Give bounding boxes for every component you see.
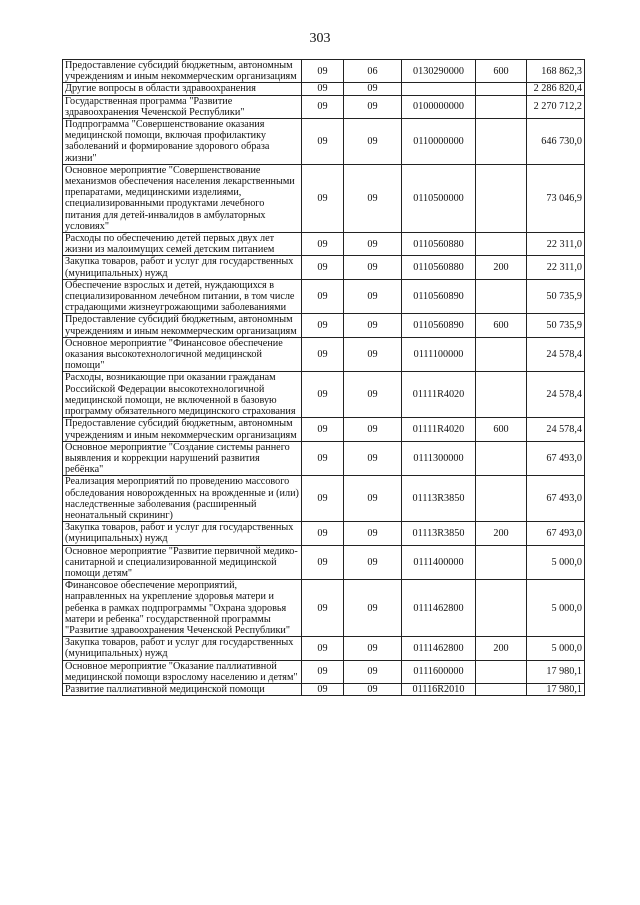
- amount-cell: 22 311,0: [527, 256, 585, 279]
- expense-type-cell: [476, 372, 527, 418]
- row-name-cell: Предоставление субсидий бюджетным, автономным учреждениям и иным некоммерческим организациям: [63, 60, 302, 83]
- expense-type-cell: 200: [476, 522, 527, 545]
- expense-type-cell: 600: [476, 418, 527, 441]
- expense-type-cell: [476, 660, 527, 683]
- target-article-cell: 0110560890: [402, 279, 476, 314]
- section-code-cell: 09: [302, 95, 344, 118]
- amount-cell: 5 000,0: [527, 580, 585, 637]
- budget-table-body: [63, 60, 585, 696]
- section-code-cell: 09: [302, 476, 344, 522]
- table-row: [63, 372, 585, 418]
- row-name-cell: Основное мероприятие "Развитие первичной медико-санитарной и специализированной медицинской помощи детям": [63, 545, 302, 580]
- section-code-cell: 09: [302, 233, 344, 256]
- subsection-code-cell: 09: [344, 522, 402, 545]
- table-row: [63, 60, 585, 83]
- amount-cell: 168 862,3: [527, 60, 585, 83]
- amount-cell: 24 578,4: [527, 337, 585, 372]
- subsection-code-cell: 06: [344, 60, 402, 83]
- expense-type-cell: [476, 441, 527, 476]
- target-article-cell: [402, 83, 476, 95]
- section-code-cell: 09: [302, 545, 344, 580]
- section-code-cell: 09: [302, 314, 344, 337]
- target-article-cell: 01116R2010: [402, 683, 476, 695]
- table-row: [63, 119, 585, 165]
- section-code-cell: 09: [302, 441, 344, 476]
- amount-cell: 17 980,1: [527, 683, 585, 695]
- subsection-code-cell: 09: [344, 545, 402, 580]
- subsection-code-cell: 09: [344, 637, 402, 660]
- row-name-cell: Предоставление субсидий бюджетным, автономным учреждениям и иным некоммерческим организациям: [63, 418, 302, 441]
- target-article-cell: 0111400000: [402, 545, 476, 580]
- row-name-cell: Развитие паллиативной медицинской помощи: [63, 683, 302, 695]
- target-article-cell: 0110560880: [402, 256, 476, 279]
- expense-type-cell: [476, 476, 527, 522]
- table-row: [63, 256, 585, 279]
- row-name-cell: Основное мероприятие "Финансовое обеспечение оказания высокотехнологичной медицинской помощи": [63, 337, 302, 372]
- section-code-cell: 09: [302, 637, 344, 660]
- target-article-cell: 0111600000: [402, 660, 476, 683]
- expense-type-cell: [476, 95, 527, 118]
- amount-cell: 50 735,9: [527, 279, 585, 314]
- target-article-cell: 0111300000: [402, 441, 476, 476]
- section-code-cell: 09: [302, 279, 344, 314]
- table-row: [63, 441, 585, 476]
- amount-cell: 73 046,9: [527, 164, 585, 232]
- section-code-cell: 09: [302, 660, 344, 683]
- subsection-code-cell: 09: [344, 441, 402, 476]
- expense-type-cell: 600: [476, 314, 527, 337]
- row-name-cell: Подпрограмма "Совершенствование оказания медицинской помощи, включая профилактику заболеваний и формирование здорового образа жизни": [63, 119, 302, 165]
- subsection-code-cell: 09: [344, 256, 402, 279]
- expense-type-cell: [476, 164, 527, 232]
- section-code-cell: 09: [302, 164, 344, 232]
- expense-type-cell: [476, 83, 527, 95]
- subsection-code-cell: 09: [344, 279, 402, 314]
- expense-type-cell: [476, 279, 527, 314]
- target-article-cell: 0110560880: [402, 233, 476, 256]
- table-row: [63, 279, 585, 314]
- target-article-cell: 0110500000: [402, 164, 476, 232]
- subsection-code-cell: 09: [344, 372, 402, 418]
- section-code-cell: 09: [302, 119, 344, 165]
- row-name-cell: Обеспечение взрослых и детей, нуждающихся в специализированном лечебном питании, в том числе страдающими жизнеугрожающими заболеваниями: [63, 279, 302, 314]
- section-code-cell: 09: [302, 683, 344, 695]
- amount-cell: 5 000,0: [527, 545, 585, 580]
- target-article-cell: 0100000000: [402, 95, 476, 118]
- expense-type-cell: 200: [476, 637, 527, 660]
- table-row: [63, 164, 585, 232]
- subsection-code-cell: 09: [344, 660, 402, 683]
- table-row: [63, 233, 585, 256]
- row-name-cell: Закупка товаров, работ и услуг для государственных (муниципальных) нужд: [63, 637, 302, 660]
- row-name-cell: Расходы по обеспечению детей первых двух лет жизни из малоимущих семей детским питанием: [63, 233, 302, 256]
- table-row: [63, 637, 585, 660]
- target-article-cell: 0111100000: [402, 337, 476, 372]
- expense-type-cell: [476, 337, 527, 372]
- row-name-cell: Закупка товаров, работ и услуг для государственных (муниципальных) нужд: [63, 256, 302, 279]
- subsection-code-cell: 09: [344, 683, 402, 695]
- table-row: [63, 95, 585, 118]
- section-code-cell: 09: [302, 522, 344, 545]
- section-code-cell: 09: [302, 83, 344, 95]
- section-code-cell: 09: [302, 256, 344, 279]
- section-code-cell: 09: [302, 60, 344, 83]
- row-name-cell: Предоставление субсидий бюджетным, автономным учреждениям и иным некоммерческим организациям: [63, 314, 302, 337]
- row-name-cell: Закупка товаров, работ и услуг для государственных (муниципальных) нужд: [63, 522, 302, 545]
- section-code-cell: 09: [302, 418, 344, 441]
- expense-type-cell: [476, 545, 527, 580]
- expense-type-cell: [476, 580, 527, 637]
- table-row: [63, 314, 585, 337]
- row-name-cell: Финансовое обеспечение мероприятий, направленных на укрепление здоровья матери и ребенка в рамках подпрограммы "Охрана здоровья матери и ребенка" государственной программы "Развитие здравоохранения Чеченской Республики": [63, 580, 302, 637]
- target-article-cell: 0111462800: [402, 637, 476, 660]
- expense-type-cell: [476, 233, 527, 256]
- section-code-cell: 09: [302, 580, 344, 637]
- section-code-cell: 09: [302, 337, 344, 372]
- amount-cell: 2 286 820,4: [527, 83, 585, 95]
- page-number: 303: [309, 31, 331, 46]
- target-article-cell: 0111462800: [402, 580, 476, 637]
- expense-type-cell: [476, 119, 527, 165]
- amount-cell: 67 493,0: [527, 441, 585, 476]
- amount-cell: 24 578,4: [527, 372, 585, 418]
- target-article-cell: 01111R4020: [402, 372, 476, 418]
- expense-type-cell: 200: [476, 256, 527, 279]
- table-row: [63, 580, 585, 637]
- row-name-cell: Основное мероприятие "Совершенствование механизмов обеспечения населения лекарственными препаратами, медицинскими изделиями, специализированными продуктами лечебного питания для детей-инвалидов в амбулаторных условиях": [63, 164, 302, 232]
- amount-cell: 22 311,0: [527, 233, 585, 256]
- table-row: [63, 337, 585, 372]
- subsection-code-cell: 09: [344, 476, 402, 522]
- amount-cell: 67 493,0: [527, 476, 585, 522]
- subsection-code-cell: 09: [344, 418, 402, 441]
- amount-cell: 646 730,0: [527, 119, 585, 165]
- table-row: [63, 83, 585, 95]
- subsection-code-cell: 09: [344, 83, 402, 95]
- table-row: [63, 418, 585, 441]
- amount-cell: 17 980,1: [527, 660, 585, 683]
- budget-table: [62, 59, 585, 696]
- subsection-code-cell: 09: [344, 337, 402, 372]
- subsection-code-cell: 09: [344, 314, 402, 337]
- row-name-cell: Расходы, возникающие при оказании гражданам Российской Федерации высокотехнологичной медицинской помощи, не включенной в базовую программу обязательного медицинского страхования: [63, 372, 302, 418]
- amount-cell: 50 735,9: [527, 314, 585, 337]
- table-row: [63, 545, 585, 580]
- target-article-cell: 01111R4020: [402, 418, 476, 441]
- target-article-cell: 0110000000: [402, 119, 476, 165]
- subsection-code-cell: 09: [344, 119, 402, 165]
- target-article-cell: 0130290000: [402, 60, 476, 83]
- subsection-code-cell: 09: [344, 580, 402, 637]
- table-row: [63, 522, 585, 545]
- row-name-cell: Реализация мероприятий по проведению массового обследования новорожденных на врожденные и (или) наследственные заболевания (расширенный неонатальный скрининг): [63, 476, 302, 522]
- subsection-code-cell: 09: [344, 233, 402, 256]
- amount-cell: 24 578,4: [527, 418, 585, 441]
- target-article-cell: 0110560890: [402, 314, 476, 337]
- table-row: [63, 660, 585, 683]
- row-name-cell: Основное мероприятие "Создание системы раннего выявления и коррекции нарушений развития ребёнка": [63, 441, 302, 476]
- target-article-cell: 01113R3850: [402, 476, 476, 522]
- section-code-cell: 09: [302, 372, 344, 418]
- target-article-cell: 01113R3850: [402, 522, 476, 545]
- expense-type-cell: [476, 683, 527, 695]
- row-name-cell: Государственная программа "Развитие здравоохранения Чеченской Республики": [63, 95, 302, 118]
- amount-cell: 2 270 712,2: [527, 95, 585, 118]
- subsection-code-cell: 09: [344, 95, 402, 118]
- row-name-cell: Другие вопросы в области здравоохранения: [63, 83, 302, 95]
- table-row: [63, 683, 585, 695]
- table-row: [63, 476, 585, 522]
- subsection-code-cell: 09: [344, 164, 402, 232]
- row-name-cell: Основное мероприятие "Оказание паллиативной медицинской помощи взрослому населению и детям": [63, 660, 302, 683]
- amount-cell: 67 493,0: [527, 522, 585, 545]
- amount-cell: 5 000,0: [527, 637, 585, 660]
- expense-type-cell: 600: [476, 60, 527, 83]
